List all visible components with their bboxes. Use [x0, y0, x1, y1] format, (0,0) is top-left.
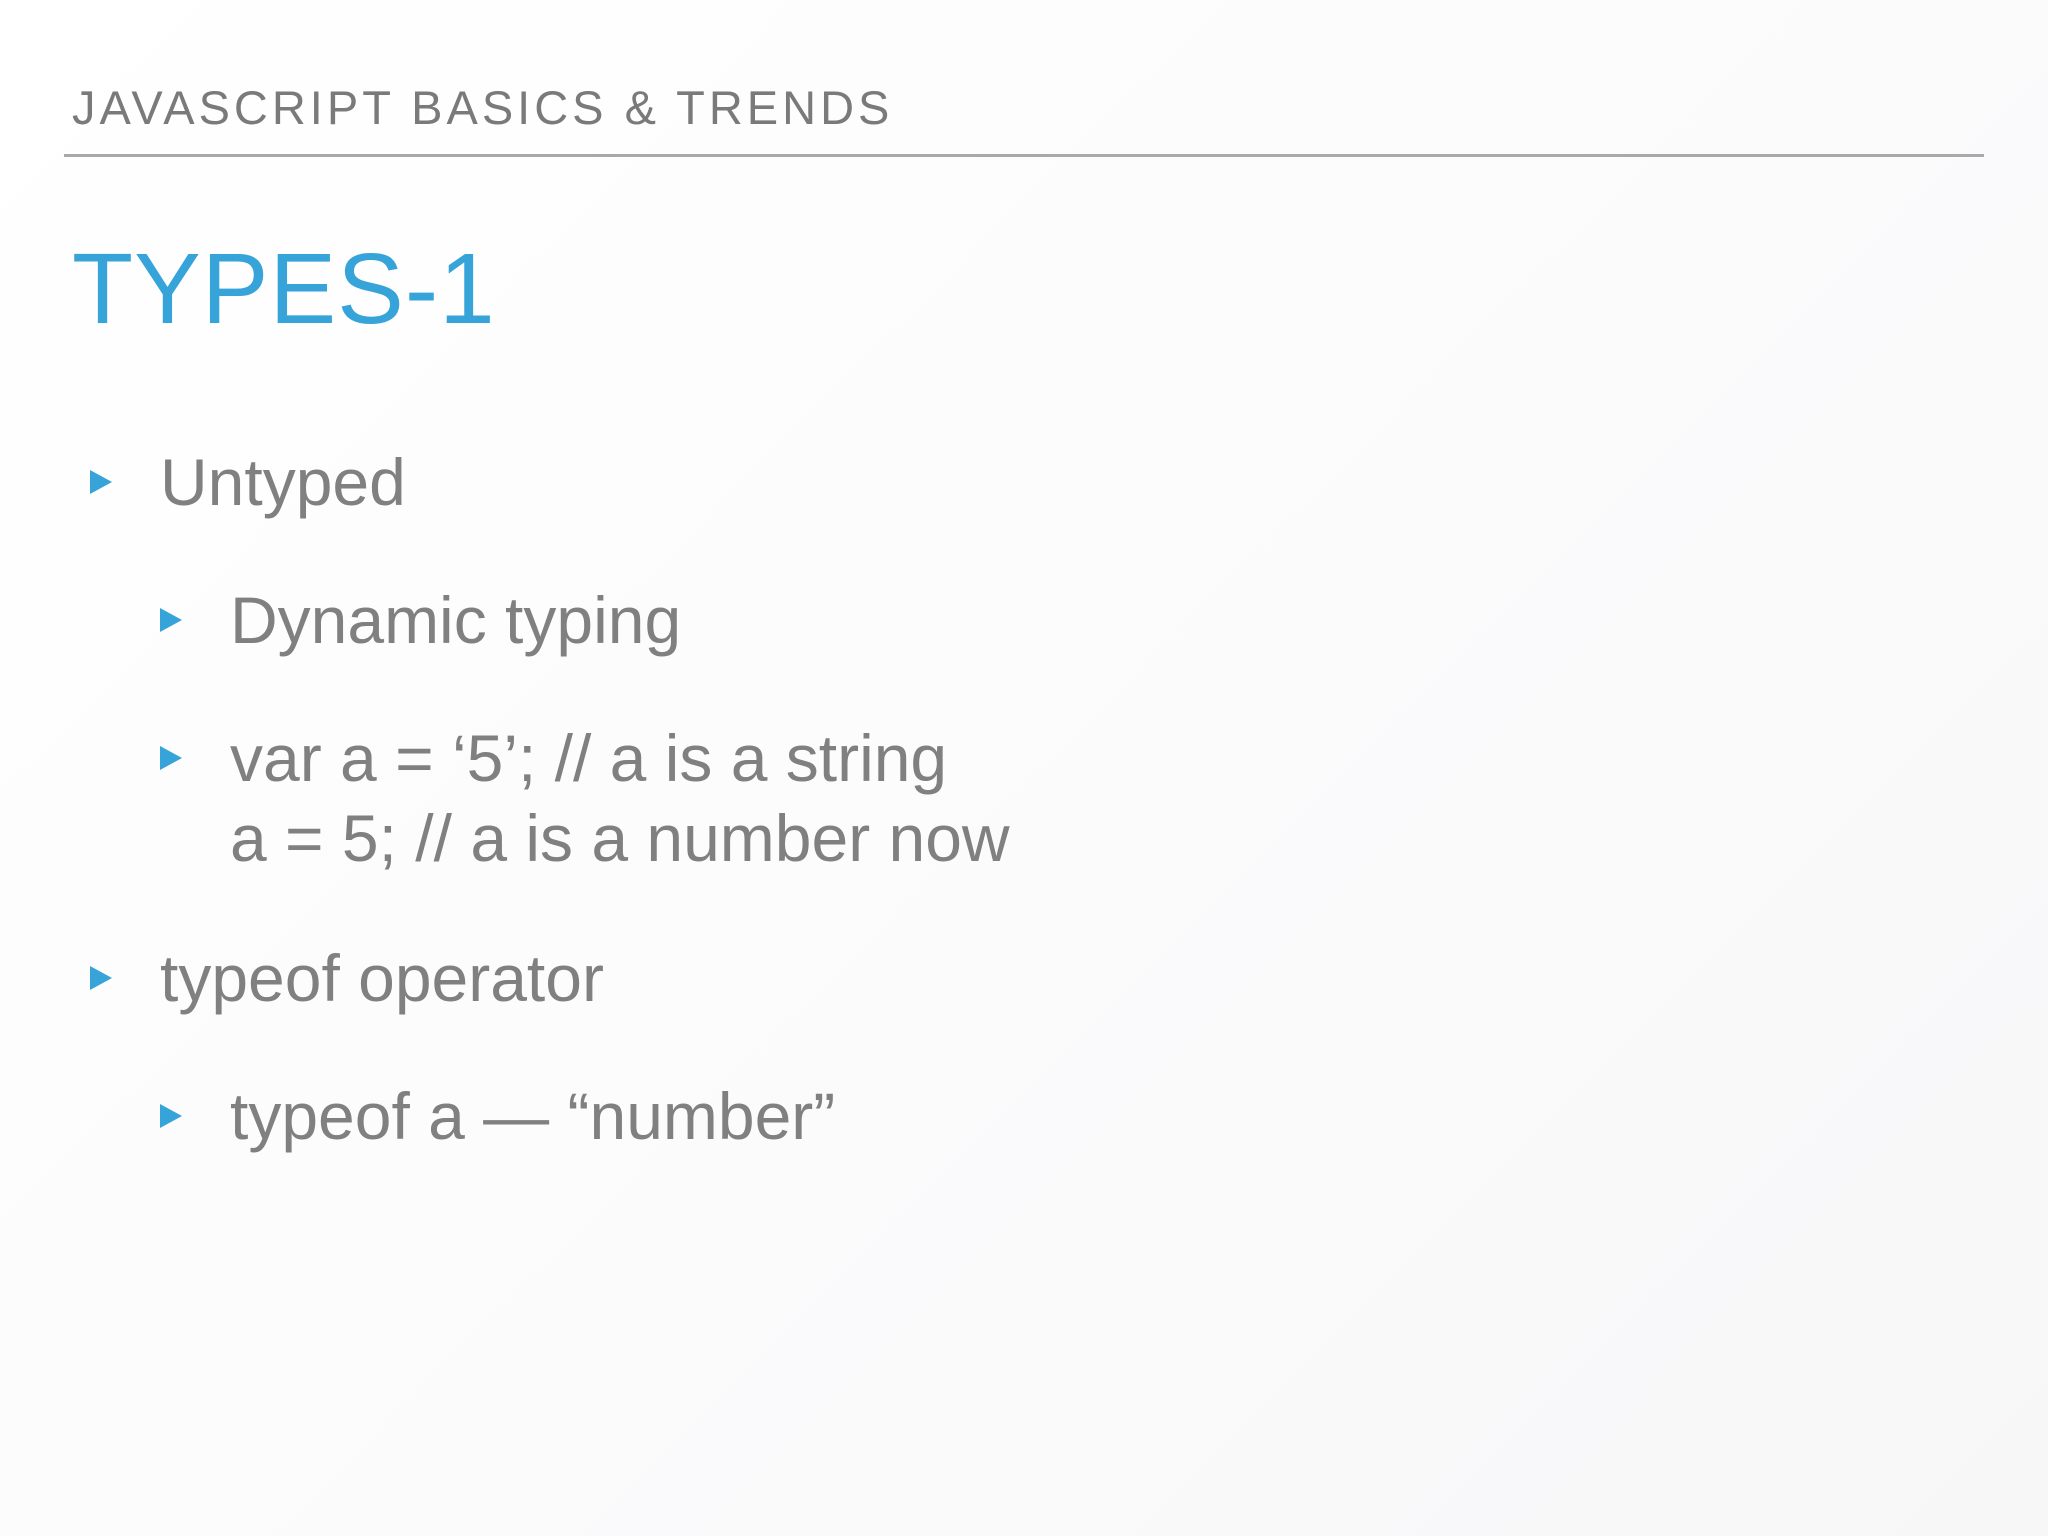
triangle-right-icon	[90, 966, 112, 990]
triangle-right-icon	[160, 1104, 182, 1128]
bullet-text: Dynamic typing	[230, 583, 682, 657]
bullet-item	[90, 938, 604, 1018]
bullet-text: typeof a — “number”	[230, 1079, 836, 1153]
code-line: a = 5; // a is a number now	[230, 801, 1010, 875]
slide-title: TYPES-1	[72, 233, 496, 345]
sub-bullet-item	[160, 1076, 835, 1156]
sub-bullet-item	[160, 580, 681, 660]
bullet-text: Untyped	[160, 445, 406, 519]
header-divider	[64, 154, 1984, 157]
bullet-item	[90, 442, 406, 522]
triangle-right-icon	[160, 746, 182, 770]
sub-bullet-item	[160, 718, 1010, 878]
triangle-right-icon	[90, 470, 112, 494]
section-header: JAVASCRIPT BASICS & TRENDS	[72, 81, 894, 134]
code-line: var a = ‘5’; // a is a string	[230, 721, 948, 795]
bullet-text-block	[230, 718, 1010, 878]
triangle-right-icon	[160, 608, 182, 632]
bullet-text: typeof operator	[160, 941, 604, 1015]
